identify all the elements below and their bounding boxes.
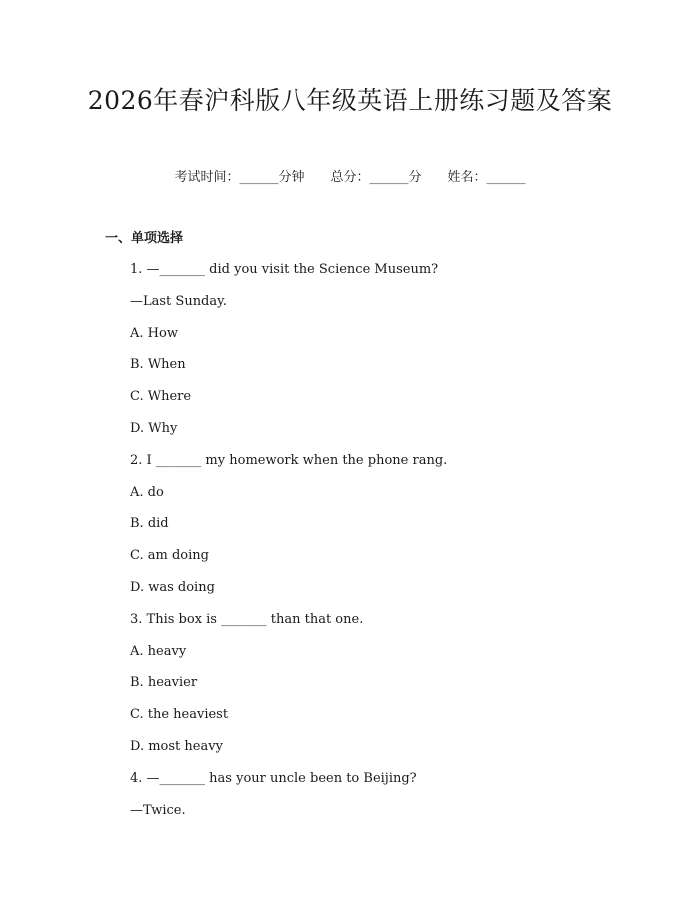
question-line: C. am doing	[130, 548, 209, 564]
question-line: 4. —_______ has your uncle been to Beijing?	[130, 770, 417, 786]
exam-time-field: 考试时间：______分钟	[174, 170, 305, 185]
question-line: B. heavier	[130, 675, 198, 691]
question-line: C. the heaviest	[130, 707, 229, 723]
question-line: A. heavy	[130, 643, 187, 659]
question-line: D. most heavy	[130, 738, 223, 754]
total-score-field: 总分：______分	[330, 170, 422, 185]
question-line: 2. I _______ my homework when the phone rang.	[130, 452, 448, 468]
document-title: 2026年春沪科版八年级英语上册练习题及答案	[87, 86, 613, 115]
question-line: —Twice.	[130, 802, 186, 818]
question-line: D. Why	[130, 420, 178, 436]
student-name-field: 姓名：______	[447, 170, 526, 185]
question-line: 3. This box is _______ than that one.	[130, 611, 364, 627]
question-line: A. How	[130, 325, 178, 341]
section-heading: 一、单项选择	[105, 231, 184, 246]
question-line: A. do	[130, 484, 164, 500]
question-line: B. did	[130, 516, 169, 532]
question-list	[130, 260, 447, 832]
question-line: 1. —_______ did you visit the Science Museum?	[130, 262, 439, 277]
exam-info-line	[0, 168, 700, 188]
question-line: —Last Sunday.	[130, 293, 227, 309]
question-line: C. Where	[130, 389, 192, 405]
question-line: D. was doing	[130, 579, 215, 595]
question-line: B. When	[130, 357, 186, 373]
